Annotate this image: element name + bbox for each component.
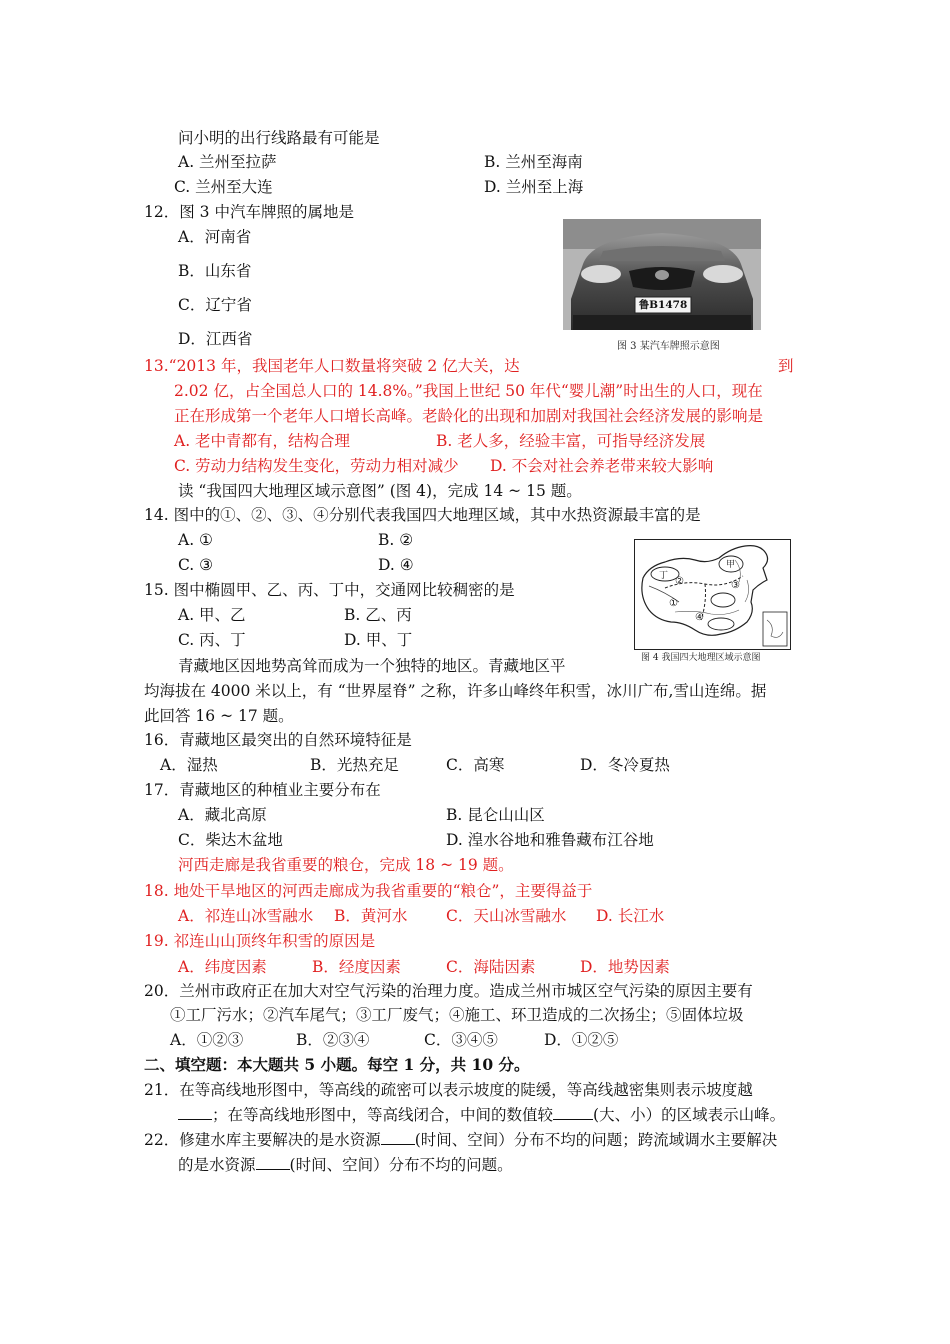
q20-option-a: A．①②③ bbox=[170, 1031, 244, 1049]
q13-option-c: C. 劳动力结构发生变化，劳动力相对减少 bbox=[174, 457, 459, 475]
q12-stem: 12．图 3 中汽车牌照的属地是 bbox=[144, 203, 354, 221]
q15-option-a: A. 甲、乙 bbox=[178, 606, 246, 624]
q19-option-c: C．海陆因素 bbox=[446, 958, 536, 976]
q13-option-a: A. 老中青都有，结构合理 bbox=[174, 432, 351, 450]
q15-option-d: D. 甲、丁 bbox=[344, 631, 413, 649]
passage-line-2: 均海拔在 4000 米以上，有 “世界屋脊” 之称，许多山峰终年积雪，冰川广布,雪山连绵。据 bbox=[144, 682, 767, 700]
q14-stem: 14. 图中的①、②、③、④分别代表我国四大地理区域，其中水热资源最丰富的是 bbox=[144, 506, 701, 524]
q13-line-3: 正在形成第一个老年人口增长高峰。老龄化的出现和加剧对我国社会经济发展的影响是 bbox=[174, 407, 764, 425]
q13-option-b: B. 老人多，经验丰富，可指导经济发展 bbox=[436, 432, 706, 450]
q21-line-2b: (大、小）的区域表示山峰。 bbox=[593, 1106, 786, 1124]
q15-option-b: B. 乙、丙 bbox=[344, 606, 412, 624]
q20-option-c: C．③④⑤ bbox=[424, 1031, 498, 1049]
q12-option-a: A．河南省 bbox=[178, 228, 252, 246]
map-label-3: ③ bbox=[731, 580, 740, 591]
q14-option-a: A. ① bbox=[178, 531, 213, 549]
q14-option-c: C. ③ bbox=[178, 556, 214, 574]
section-2-heading: 二、填空题：本大题共 5 小题。每空 1 分，共 10 分。 bbox=[144, 1055, 530, 1074]
q18-stem: 18. 地处干旱地区的河西走廊成为我省重要的“粮仓”，主要得益于 bbox=[144, 882, 593, 900]
q16-stem: 16．青藏地区最突出的自然环境特征是 bbox=[144, 731, 412, 749]
q19-option-b: B．经度因素 bbox=[312, 958, 401, 976]
q15-option-c: C. 丙、丁 bbox=[178, 631, 246, 649]
q21-line-2 bbox=[178, 1105, 785, 1125]
q13-line-1a: 13.“2013 年，我国老年人口数量将突破 2 亿大关，达 bbox=[144, 357, 520, 375]
q22-blank-1[interactable] bbox=[381, 1130, 415, 1145]
q11-option-d: D. 兰州至上海 bbox=[484, 178, 584, 196]
q17-option-d: D. 湟水谷地和雅鲁藏布江谷地 bbox=[446, 831, 654, 849]
map-label-2: ② bbox=[675, 576, 684, 587]
q17-option-a: A．藏北高原 bbox=[178, 806, 267, 824]
q21-blank-1[interactable] bbox=[178, 1105, 212, 1120]
q11-stem: 问小明的出行线路最有可能是 bbox=[178, 129, 380, 147]
car-photo bbox=[563, 219, 761, 330]
q20-option-d: D．①②⑤ bbox=[544, 1031, 619, 1049]
q21-line-1: 21．在等高线地形图中，等高线的疏密可以表示坡度的陡缓，等高线越密集则表示坡度越 bbox=[144, 1081, 753, 1099]
passage-line-3: 此回答 16 ~ 17 题。 bbox=[144, 707, 294, 725]
q18-option-b: B．黄河水 bbox=[334, 907, 408, 925]
intro-18-19: 河西走廊是我省重要的粮仓，完成 18 ~ 19 题。 bbox=[178, 856, 514, 874]
q21-blank-2[interactable] bbox=[553, 1105, 593, 1120]
q16-option-d: D．冬冷夏热 bbox=[580, 756, 670, 774]
q17-stem: 17．青藏地区的种植业主要分布在 bbox=[144, 781, 381, 799]
passage-line-1: 青藏地区因地势高耸而成为一个独特的地区。青藏地区平 bbox=[178, 657, 566, 675]
q14-option-d: D. ④ bbox=[378, 556, 414, 574]
map-label-4: ④ bbox=[695, 612, 704, 623]
intro-14-15: 读 “我国四大地理区域示意图” (图 4)，完成 14 ~ 15 题。 bbox=[178, 482, 582, 500]
map-label-ding: 丁 bbox=[659, 571, 669, 581]
q13-line-2: 2.02 亿，占全国总人口的 14.8%。”我国上世纪 50 年代“婴儿潮”时出生的人口，现在 bbox=[174, 382, 763, 400]
q22-line-2b: (时间、空间）分布不均的问题。 bbox=[289, 1156, 513, 1174]
q12-option-c: C．辽宁省 bbox=[178, 296, 252, 314]
q16-option-b: B．光热充足 bbox=[310, 756, 399, 774]
q20-stem: 20．兰州市政府正在加大对空气污染的治理力度。造成兰州市城区空气污染的原因主要有 bbox=[144, 982, 753, 1000]
map-label-1: ① bbox=[669, 598, 678, 609]
q18-option-c: C．天山冰雪融水 bbox=[446, 907, 567, 925]
q12-option-b: B．山东省 bbox=[178, 262, 252, 280]
q16-option-c: C．高寒 bbox=[446, 756, 505, 774]
figure-4-caption: 图 4 我国四大地理区域示意图 bbox=[641, 653, 761, 663]
q22-line-1 bbox=[144, 1130, 777, 1150]
q15-stem: 15. 图中椭圆甲、乙、丙、丁中，交通网比较稠密的是 bbox=[144, 581, 515, 599]
q18-option-a: A．祁连山冰雪融水 bbox=[178, 907, 314, 925]
q19-option-a: A．纬度因素 bbox=[178, 958, 267, 976]
q22-blank-2[interactable] bbox=[256, 1155, 290, 1170]
q13-line-1b: 到 bbox=[778, 357, 794, 375]
q18-option-d: D. 长江水 bbox=[596, 907, 665, 925]
q11-option-c: C. 兰州至大连 bbox=[174, 178, 273, 196]
figure-3-caption: 图 3 某汽车牌照示意图 bbox=[617, 341, 720, 352]
q17-option-c: C．柴达木盆地 bbox=[178, 831, 283, 849]
q12-option-d: D．江西省 bbox=[178, 330, 253, 348]
q22-line-1a: 22．修建水库主要解决的是水资源 bbox=[144, 1131, 381, 1149]
q20-items: ①工厂污水；②汽车尾气；③工厂废气；④施工、环卫造成的二次扬尘；⑤固体垃圾 bbox=[170, 1006, 744, 1024]
q14-option-b: B. ② bbox=[378, 531, 414, 549]
q22-line-1b: (时间、空间）分布不均的问题；跨流域调水主要解决 bbox=[414, 1131, 778, 1149]
q22-line-2a: 的是水资源 bbox=[178, 1156, 256, 1174]
q21-line-2a: ；在等高线地形图中，等高线闭合，中间的数值较 bbox=[212, 1106, 554, 1124]
map-label-jia: 甲 bbox=[726, 560, 736, 570]
q16-option-a: A．湿热 bbox=[160, 756, 218, 774]
q19-stem: 19. 祁连山山顶终年积雪的原因是 bbox=[144, 932, 376, 950]
q11-option-a: A. 兰州至拉萨 bbox=[178, 153, 277, 171]
q22-line-2 bbox=[178, 1155, 513, 1175]
q20-option-b: B．②③④ bbox=[296, 1031, 370, 1049]
q13-option-d: D. 不会对社会养老带来较大影响 bbox=[490, 457, 714, 475]
q17-option-b: B. 昆仑山山区 bbox=[446, 806, 545, 824]
q11-option-b: B. 兰州至海南 bbox=[484, 153, 583, 171]
license-plate: 鲁B1478 bbox=[638, 299, 688, 311]
q19-option-d: D．地势因素 bbox=[580, 958, 670, 976]
china-regions-map bbox=[634, 539, 791, 650]
